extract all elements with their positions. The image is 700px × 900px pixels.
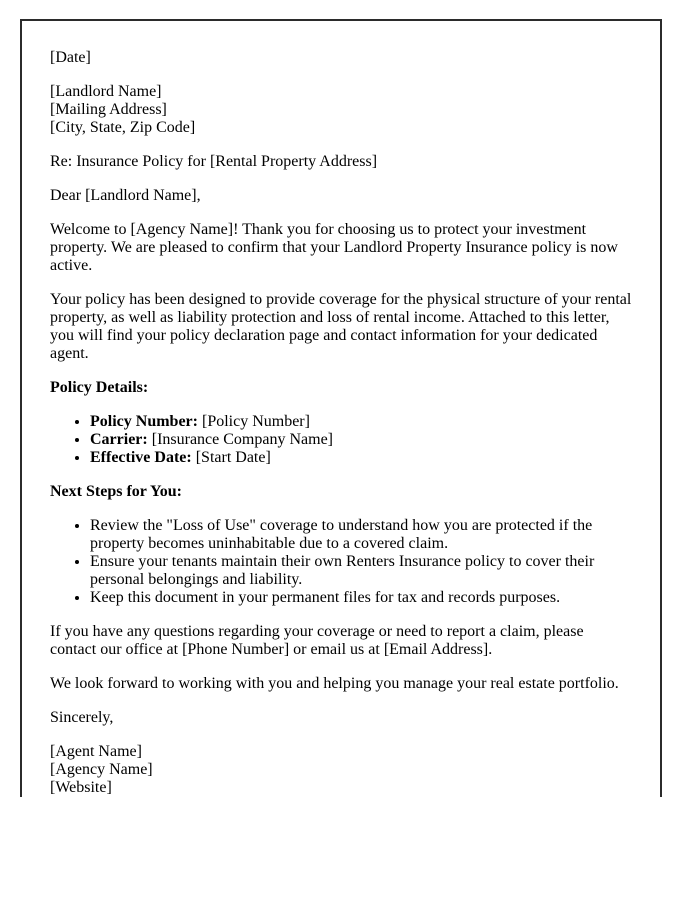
policy-detail-value: [Insurance Company Name] <box>151 431 333 448</box>
signoff: Sincerely, <box>50 709 114 726</box>
date-placeholder: [Date] <box>50 49 91 66</box>
coverage-paragraph: Your policy has been designed to provide coverage for the physical structure of your rental property, as well as liability protection and loss of rental income. Attached to this letter, you will find your policy declaration page and contact information for your dedicated agent. <box>50 291 632 362</box>
next-step-item: • Keep this document in your permanent files for tax and records purposes. <box>90 589 632 607</box>
contact-paragraph: If you have any questions regarding your coverage or need to report a claim, please contact our office at [Phone Number] or email us at [Email Address]. <box>50 623 584 658</box>
next-step-item: • Ensure your tenants maintain their own Renters Insurance policy to cover their personal belongings and liability. <box>90 553 632 589</box>
policy-detail-item <box>90 431 632 449</box>
policy-detail-label: Policy Number: <box>90 413 198 430</box>
next-steps-list <box>50 517 632 607</box>
next-steps-heading: Next Steps for You: <box>50 483 182 500</box>
letter-page <box>20 19 662 797</box>
policy-detail-label: Effective Date: <box>90 449 192 466</box>
next-step-item: • Review the "Loss of Use" coverage to understand how you are protected if the property becomes uninhabitable due to a covered claim. <box>90 517 632 553</box>
policy-details-heading: Policy Details: <box>50 379 149 396</box>
policy-details-list <box>50 413 632 467</box>
signature-agent-name: [Agent Name] <box>50 743 142 760</box>
policy-detail-label: Carrier: <box>90 431 148 448</box>
subject-line: Re: Insurance Policy for [Rental Property Address] <box>50 153 378 170</box>
salutation: Dear [Landlord Name], <box>50 187 201 204</box>
policy-detail-value: [Policy Number] <box>201 413 310 430</box>
policy-detail-value: [Start Date] <box>195 449 271 466</box>
policy-detail-item <box>90 413 632 431</box>
recipient-block <box>50 83 632 137</box>
signature-agency-name: [Agency Name] <box>50 761 153 778</box>
signature-website: [Website] <box>50 779 112 796</box>
farewell-paragraph: We look forward to working with you and helping you manage your real estate portfolio. <box>50 675 619 692</box>
policy-detail-item <box>90 449 632 467</box>
recipient-address: [Mailing Address] <box>50 101 167 118</box>
intro-paragraph: Welcome to [Agency Name]! Thank you for choosing us to protect your investment property. We are pleased to confirm that your Landlord Property Insurance policy is now active. <box>50 221 618 274</box>
recipient-name: [Landlord Name] <box>50 83 162 100</box>
recipient-city-state-zip: [City, State, Zip Code] <box>50 119 196 136</box>
signature-block <box>50 743 632 797</box>
